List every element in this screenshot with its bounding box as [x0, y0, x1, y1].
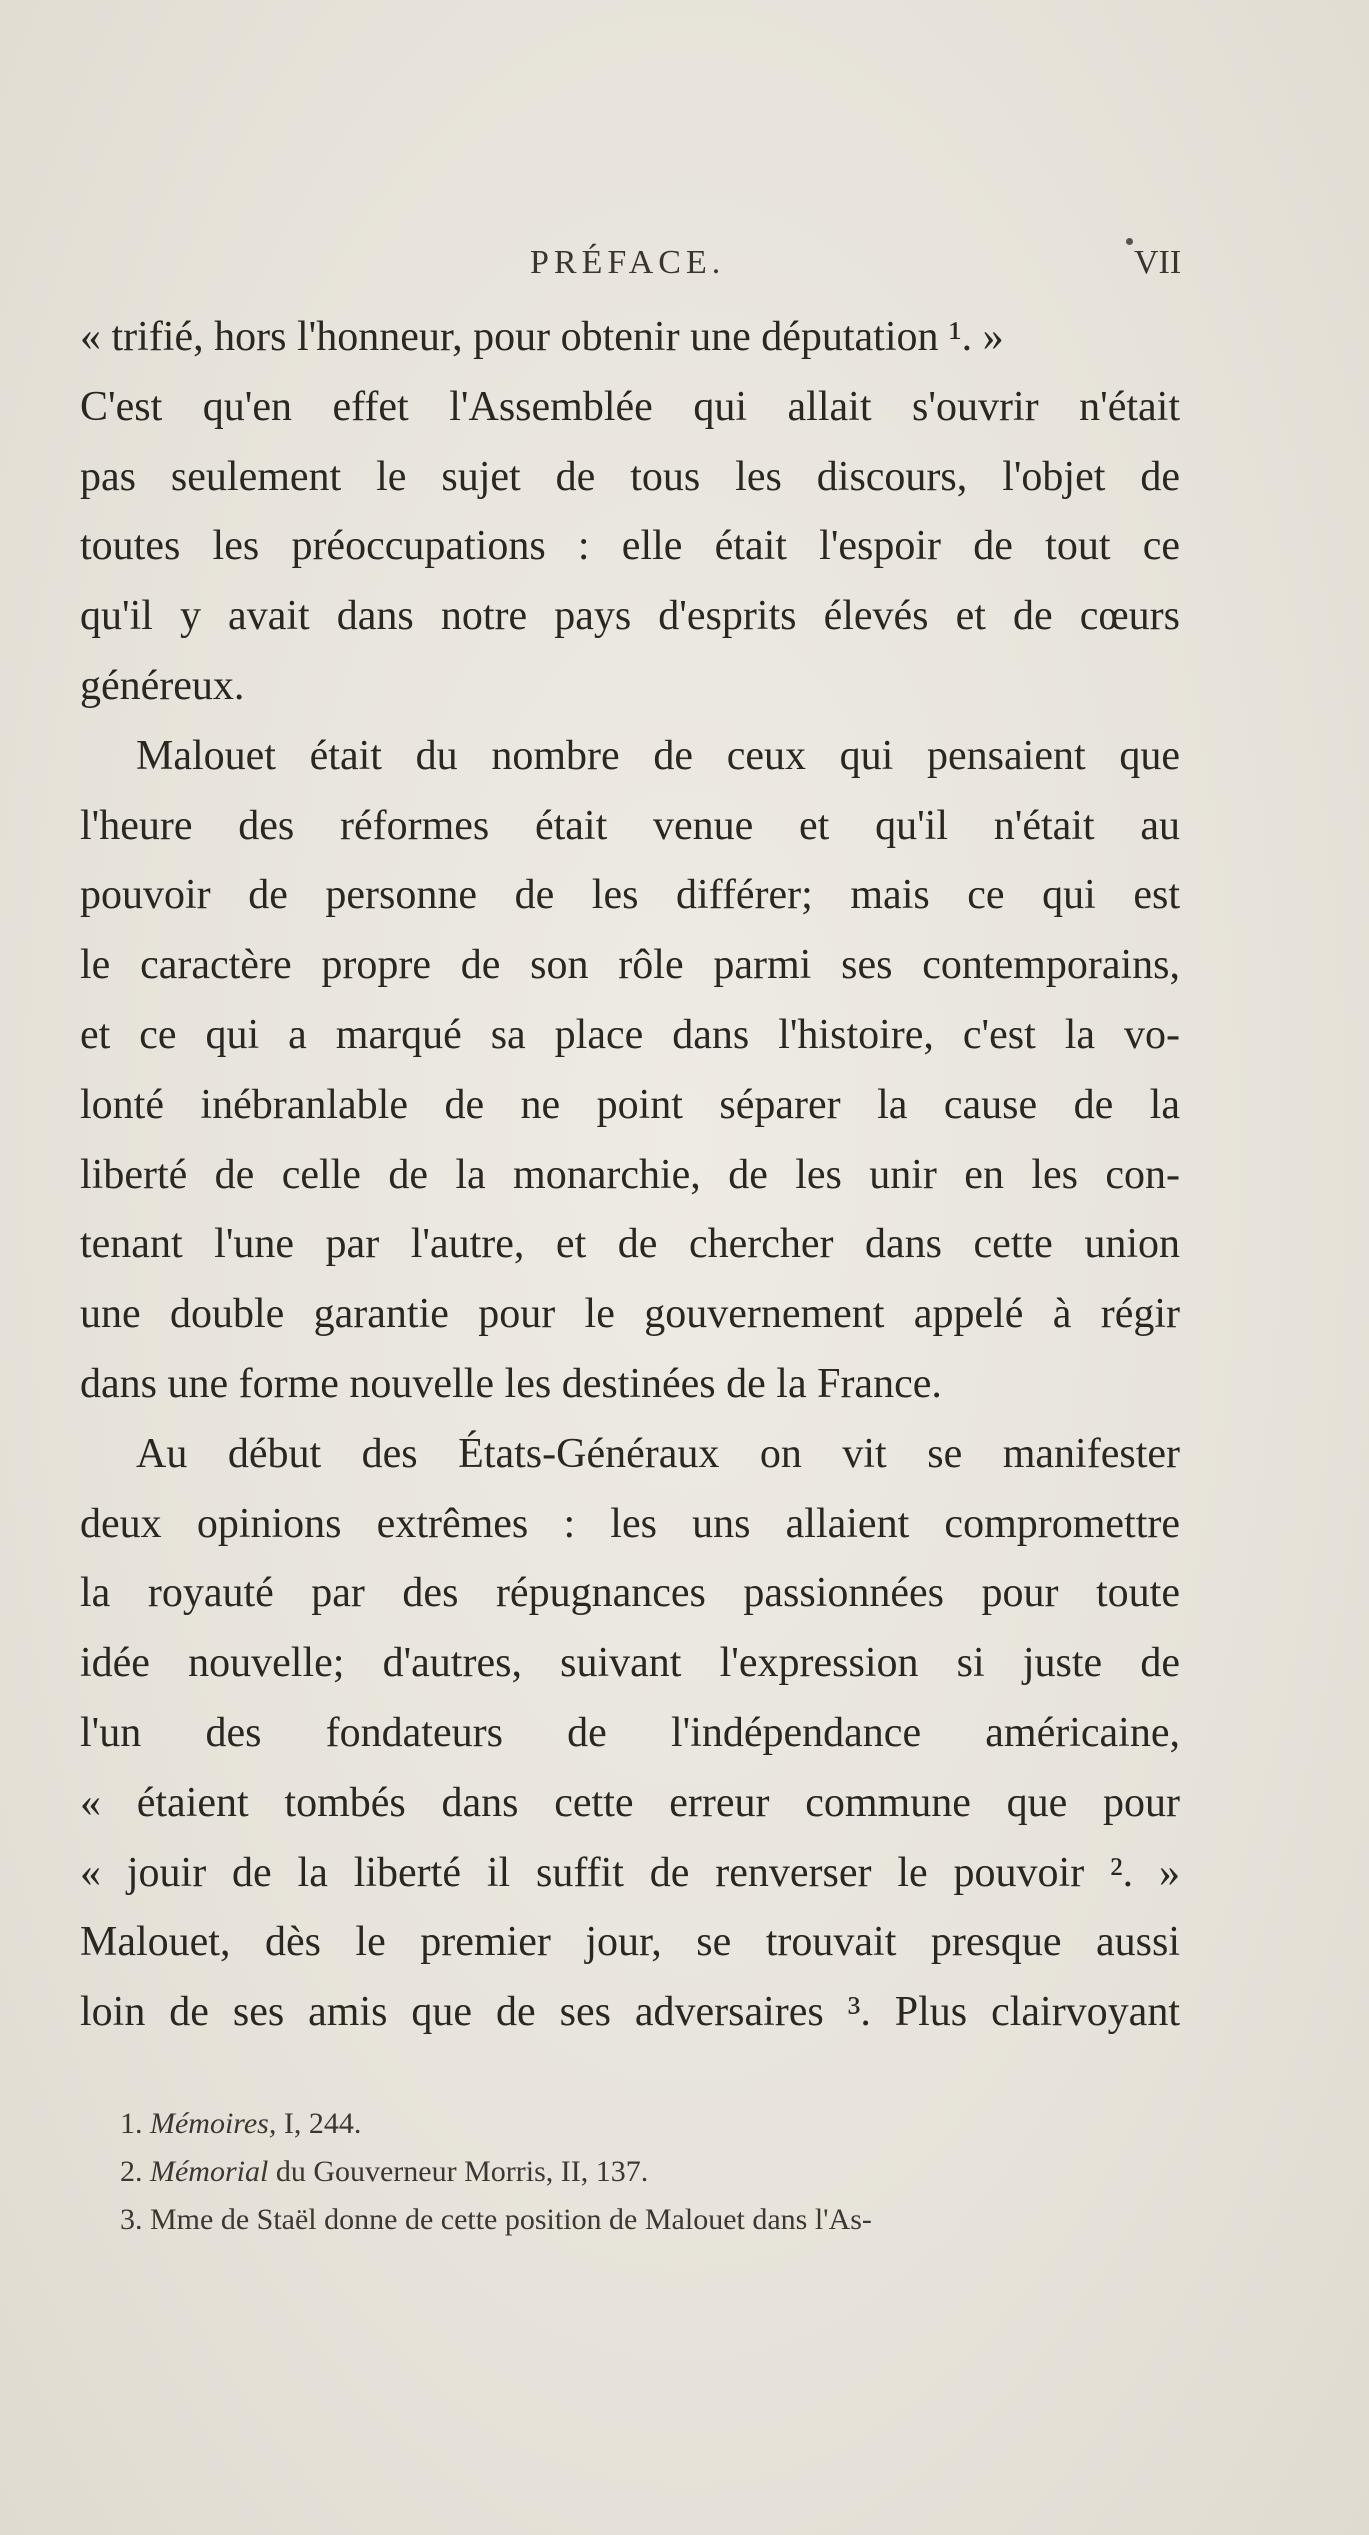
text-line: Au début des États-Généraux on vit se manifester — [136, 1430, 1180, 1477]
footnote-text: Mme de Staël donne de cette position de Malouet dans l'As- — [150, 2203, 872, 2236]
body-text — [80, 303, 1180, 2048]
footnote — [120, 2148, 1180, 2196]
text-line: l'un des fondateurs de l'indépendance américaine, — [80, 1709, 1180, 1756]
text-line: toutes les préoccupations : elle était l'espoir de tout ce — [80, 523, 1180, 570]
footnote-number: 2. — [120, 2155, 143, 2188]
text-line: pas seulement le sujet de tous les discours, l'objet de — [80, 453, 1180, 500]
footnote — [120, 2196, 1180, 2244]
text-line: Malouet était du nombre de ceux qui pensaient que — [136, 732, 1180, 779]
text-line: C'est qu'en effet l'Assemblée qui allait s'ouvrir n'était — [80, 383, 1180, 430]
text-line: liberté de celle de la monarchie, de les unir en les con- — [80, 1151, 1180, 1198]
text-line: le caractère propre de son rôle parmi ses contemporains, — [80, 942, 1180, 989]
text-line: idée nouvelle; d'autres, suivant l'expression si juste de — [80, 1640, 1180, 1687]
text-line: loin de ses amis que de ses adversaires ³. Plus clairvoyant — [80, 1989, 1180, 2036]
text-line: tenant l'une par l'autre, et de chercher dans cette union — [80, 1221, 1180, 1268]
page-header — [80, 244, 1180, 294]
text-line: « jouir de la liberté il suffit de renverser le pouvoir ². » — [80, 1849, 1180, 1896]
page-number: VII — [1134, 244, 1182, 281]
text-line: la royauté par des répugnances passionnées pour toute — [80, 1570, 1180, 1617]
text-line: lonté inébranlable de ne point séparer la cause de la — [80, 1081, 1180, 1128]
footnote-number: 1. — [120, 2107, 143, 2140]
ink-dot — [1126, 238, 1133, 245]
footnote-title: Mémorial — [150, 2155, 269, 2188]
text-line: et ce qui a marqué sa place dans l'histoire, c'est la vo- — [80, 1011, 1180, 1058]
text-line: une double garantie pour le gouvernement appelé à régir — [80, 1291, 1180, 1338]
text-line: qu'il y avait dans notre pays d'esprits élevés et de cœurs — [80, 593, 1180, 640]
footnote-title: Mémoires, — [150, 2107, 277, 2140]
footnote — [120, 2100, 1180, 2148]
footnote-number: 3. — [120, 2203, 143, 2236]
text-line: « étaient tombés dans cette erreur commune que pour — [80, 1779, 1180, 1826]
text-line: Malouet, dès le premier jour, se trouvait presque aussi — [80, 1919, 1180, 1966]
text-line: l'heure des réformes était venue et qu'il n'était au — [80, 802, 1180, 849]
footnote-text: I, 244. — [276, 2107, 362, 2140]
running-head: PRÉFACE. — [530, 244, 726, 281]
text-line: pouvoir de personne de les différer; mais ce qui est — [80, 872, 1180, 919]
text-line: deux opinions extrêmes : les uns allaient compromettre — [80, 1500, 1180, 1547]
footnotes — [120, 2100, 1180, 2244]
text-line: dans une forme nouvelle les destinées de la France. — [80, 1360, 942, 1407]
text-line: généreux. — [80, 662, 245, 709]
text-line: « trifié, hors l'honneur, pour obtenir une députation ¹. » — [80, 314, 1004, 360]
footnote-text: du Gouverneur Morris, II, 137. — [268, 2155, 649, 2188]
